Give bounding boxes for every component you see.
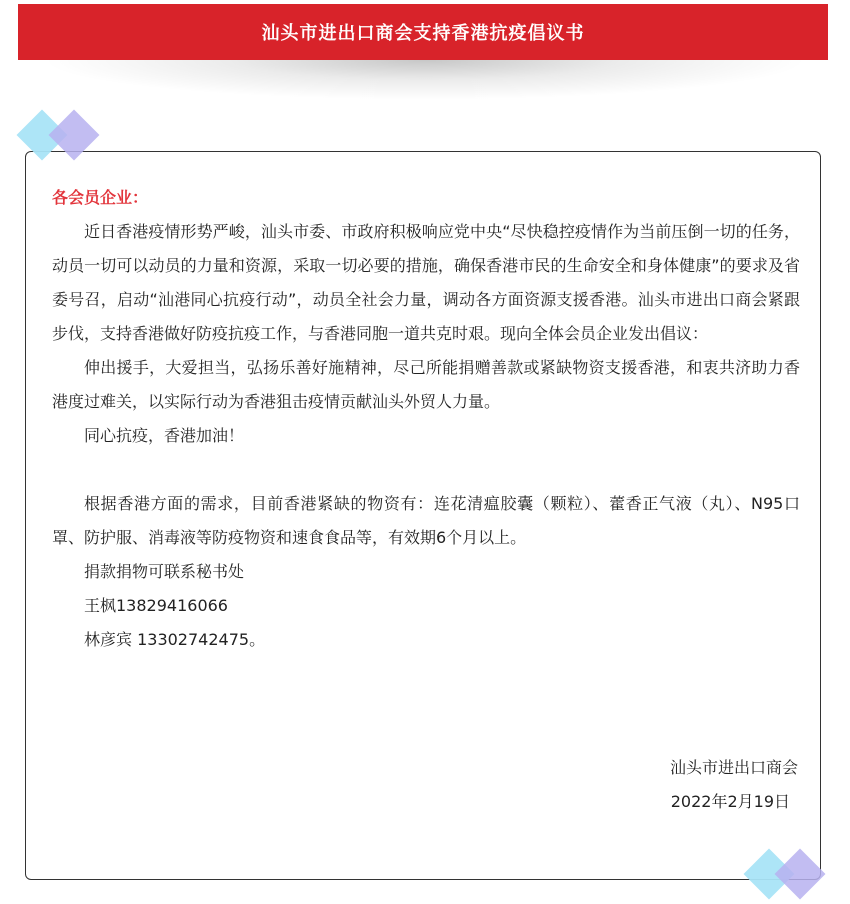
page-title: 汕头市进出口商会支持香港抗疫倡议书 — [18, 4, 828, 60]
greeting: 各会员企业： — [52, 188, 149, 207]
signature-org: 汕头市进出口商会 — [669, 758, 798, 777]
contact-person-1: 王枫13829416066 — [84, 596, 228, 615]
title-shadow — [40, 60, 810, 100]
paragraph-slogan: 同心抗疫，香港加油！ — [84, 426, 245, 445]
paragraph-supplies: 根据香港方面的需求，目前香港紧缺的物资有：连花清瘟胶囊（颗粒）、藿香正气液（丸）、N95口罩、防护服、消毒液等防疫物资和速食食品等，有效期6个月以上。 — [52, 494, 800, 547]
letter-body — [52, 181, 800, 657]
paragraph-situation: 近日香港疫情形势严峻，汕头市委、市政府积极响应党中央“尽快稳控疫情作为当前压倒一切的任务，动员一切可以动员的力量和资源，采取一切必要的措施，确保香港市民的生命安全和身体健康”的要求及省委号召，启动“汕港同心抗疫行动”，动员全社会力量，调动各方面资源支援香港。汕头市进出口商会紧跟步伐，支持香港做好防疫抗疫工作，与香港同胞一道共克时艰。现向全体会员企业发出倡议： — [52, 222, 800, 343]
contact-intro: 捐款捐物可联系秘书处 — [84, 562, 245, 581]
paragraph-appeal: 伸出援手，大爱担当，弘扬乐善好施精神，尽己所能捐赠善款或紧缺物资支援香港，和衷共济助力香港度过难关，以实际行动为香港狙击疫情贡献汕头外贸人力量。 — [52, 358, 800, 411]
contact-person-2: 林彦宾 13302742475。 — [84, 630, 266, 649]
spacer — [52, 453, 800, 487]
signature-date: 2022年2月19日 — [670, 792, 790, 811]
